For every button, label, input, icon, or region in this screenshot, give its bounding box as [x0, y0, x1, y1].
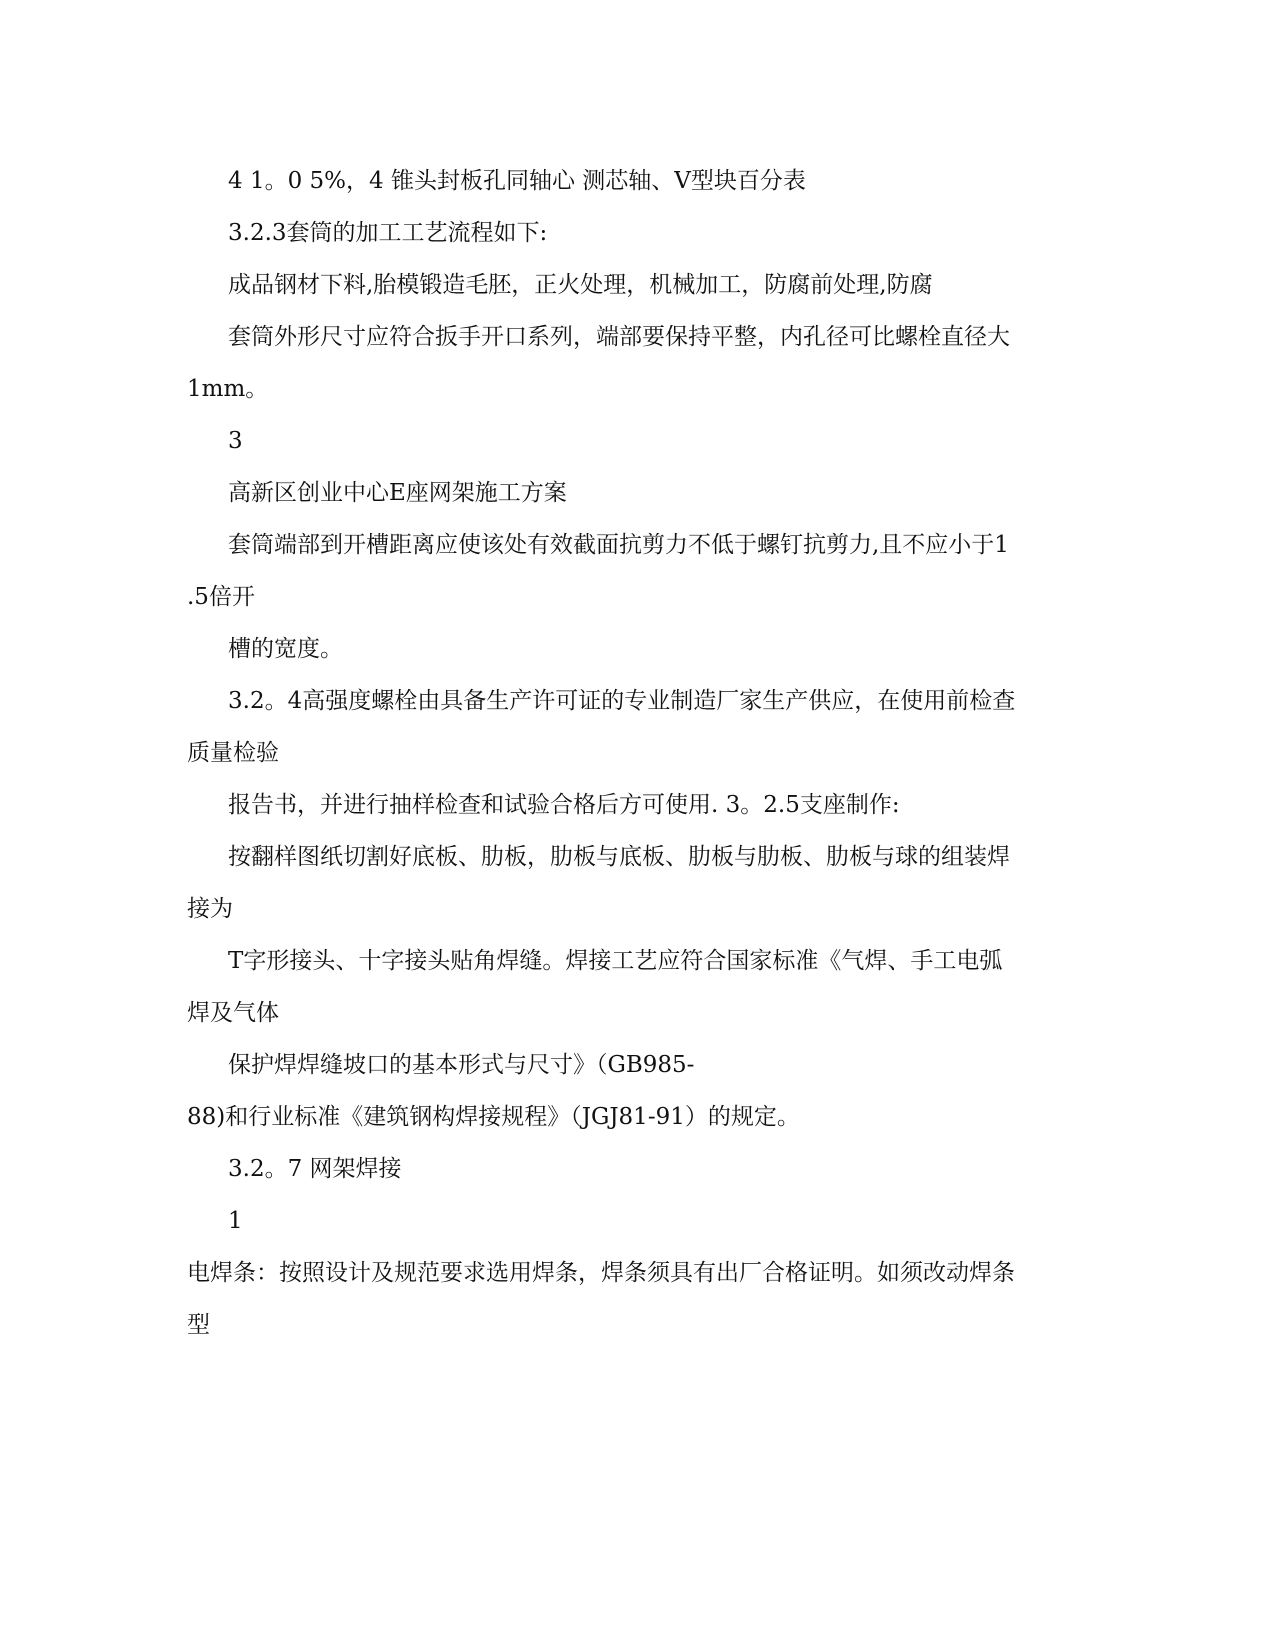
text-line: 质量检验 [187, 740, 279, 766]
text-line: .5倍开 [187, 584, 255, 610]
text-line: 接为 [187, 896, 233, 922]
text-line: 3.2.3套筒的加工工艺流程如下: [228, 220, 548, 246]
text-line: 套筒端部到开槽距离应使该处有效截面抗剪力不低于螺钉抗剪力,且不应小于1 [228, 532, 1009, 558]
text-line: 88)和行业标准《建筑钢构焊接规程》（JGJ81-91）的规定。 [187, 1104, 800, 1130]
text-line: 4 1。0 5%，4 锥头封板孔同轴心 测芯轴、V型块百分表 [228, 168, 806, 194]
text-line: 套筒外形尺寸应符合扳手开口系列，端部要保持平整，内孔径可比螺栓直径大 [228, 324, 1010, 350]
text-line: 按翻样图纸切割好底板、肋板，肋板与底板、肋板与肋板、肋板与球的组装焊 [228, 844, 1010, 870]
page-number: 3 [228, 428, 243, 454]
text-line: 型 [187, 1312, 210, 1338]
text-line: 报告书，并进行抽样检查和试验合格后方可使用. 3。2.5支座制作: [228, 792, 900, 818]
text-line: 槽的宽度。 [228, 636, 343, 662]
list-number: 1 [228, 1208, 243, 1234]
text-line: 焊及气体 [187, 1000, 279, 1026]
text-line: 保护焊焊缝坡口的基本形式与尺寸》（GB985- [228, 1052, 695, 1078]
text-line: 1mm。 [187, 376, 269, 402]
text-line: T字形接头、十字接头贴角焊缝。焊接工艺应符合国家标准《气焊、手工电弧 [228, 948, 1003, 974]
text-line: 电焊条：按照设计及规范要求选用焊条，焊条须具有出厂合格证明。如须改动焊条 [187, 1260, 1015, 1286]
text-line: 成品钢材下料,胎模锻造毛胚，正火处理，机械加工，防腐前处理,防腐 [228, 272, 933, 298]
text-line: 3.2。4高强度螺栓由具备生产许可证的专业制造厂家生产供应，在使用前检查 [228, 688, 1016, 714]
section-heading: 3.2。7 网架焊接 [228, 1156, 402, 1182]
running-header: 高新区创业中心E座网架施工方案 [228, 480, 567, 506]
